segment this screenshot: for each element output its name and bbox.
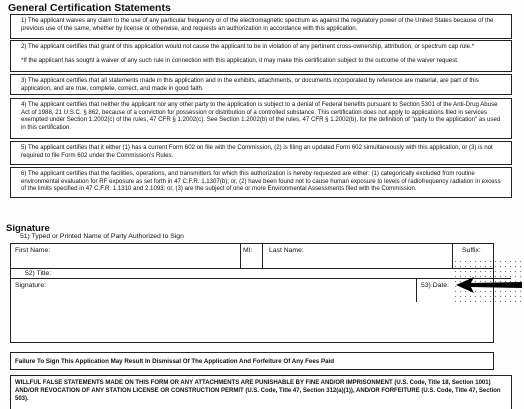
signature-item-51-label: 51) Typed or Printed Name of Party Authorized to Sign [20, 233, 184, 240]
certification-3 [10, 74, 512, 95]
signature-label: Signature: [15, 282, 46, 289]
title-label: 52) Title: [25, 270, 52, 277]
false-statement-warning [10, 375, 512, 409]
false-statement-warning-text: WILLFUL FALSE STATEMENTS MADE ON THIS FORM OR ANY ATTACHMENTS ARE PUNISHABLE BY FINE AND/OR IMPRISONMENT (U.S. Code, Title 18, Section 1001) AND/OR REVOCATION OF ANY STATION LICENSE OR CONSTRUCTION PERMIT (U.S. Code, Title 47, Section 312(a)(1)), AND/OR FORFEITURE (U.S. Code, Title 47, Section 503). [15, 380, 501, 402]
signature-field[interactable] [15, 282, 413, 302]
arrow-left-icon [456, 277, 522, 293]
last-name-field[interactable] [269, 247, 449, 267]
certification-4 [10, 98, 512, 139]
suffix-label: Suffix: [462, 247, 481, 254]
signature-form [10, 243, 494, 343]
certification-text: 2) The applicant certifies that grant of this application would not cause the applicant to be in violation of any pertinent cross-ownership, attribution, or spectrum cap rule.* [21, 43, 475, 50]
middle-initial-label: MI: [243, 247, 253, 254]
page-title: General Certification Statements [8, 2, 171, 14]
certification-text: 6) The applicant certifies that the facilities, operations, and transmitters for which this authorization is hereby requested are either: (1) categorically excluded from routine environmental evaluation for RF exposure as set forth in 47 C.F.R. 1.1307(b); or, (2) have been found not to cause human exposure to levels of radiofrequency radiation in excess of the limits specified in 47 C.F.R. 1.1310 and 2.1093; or, (3) are the subject of one or more Environmental Assessments filed with the Commission. [21, 170, 501, 193]
signature-warning [10, 352, 494, 370]
signature-section-title: Signature [6, 223, 50, 234]
certification-text: 5) The applicant certifies that it either (1) has a current Form 602 on file with the Commission, (2) is filing an updated Form 602 simultaneously with this application, or (3) is not required to file Form 602 under the Commission's Rules. [21, 144, 493, 159]
last-name-label: Last Name: [269, 247, 304, 254]
middle-initial-field[interactable] [243, 247, 261, 267]
signature-warning-text: Failure To Sign This Application May Result In Dismissal Of The Application And Forfeiture Of Any Fees Paid [15, 358, 335, 365]
certification-text: 1) The applicant waives any claim to the use of any particular frequency or of the electromagnetic spectrum as against the regulatory power of the United States because of the previous use of the same, whether by license or otherwise, and requests an authorization in accordance with this application. [21, 17, 494, 32]
certification-1 [10, 14, 512, 39]
title-field[interactable] [25, 270, 445, 278]
first-name-field[interactable] [15, 247, 239, 267]
certification-2 [10, 40, 512, 72]
first-name-label: First Name: [15, 247, 51, 254]
certification-5 [10, 141, 512, 165]
certification-text: 4) The applicant certifies that neither the applicant nor any other party to the application is subject to a denial of Federal benefits pursuant to Section 5301 of the Anti-Drug Abuse Act of 1988, 21 U.S.C. § 862, because of a conviction for possession or distribution of a controlled substance. This certification does not apply to applications filed in services exempted under Section 1.2002(c) of the rules, 47 CFR § 1.2002(c). See Section 1.2002(b) of the rules, 47 CFR § 1.2002(b), for the definition of "party to the application" as used in this certification. [21, 101, 501, 131]
certification-footnote: *If the applicant has sought a waiver of any such rule in connection with this application, it may make this certification subject to the outcome of the waiver request. [21, 56, 459, 64]
certification-6 [10, 167, 512, 198]
certification-text: 3) The applicant certifies that all statements made in this application and in the exhibits, attachments, or documents incorporated by reference are material, are part of this application, and are true, complete, correct, and made in good faith. [21, 77, 479, 92]
date-label: 53) Date: [421, 282, 449, 289]
